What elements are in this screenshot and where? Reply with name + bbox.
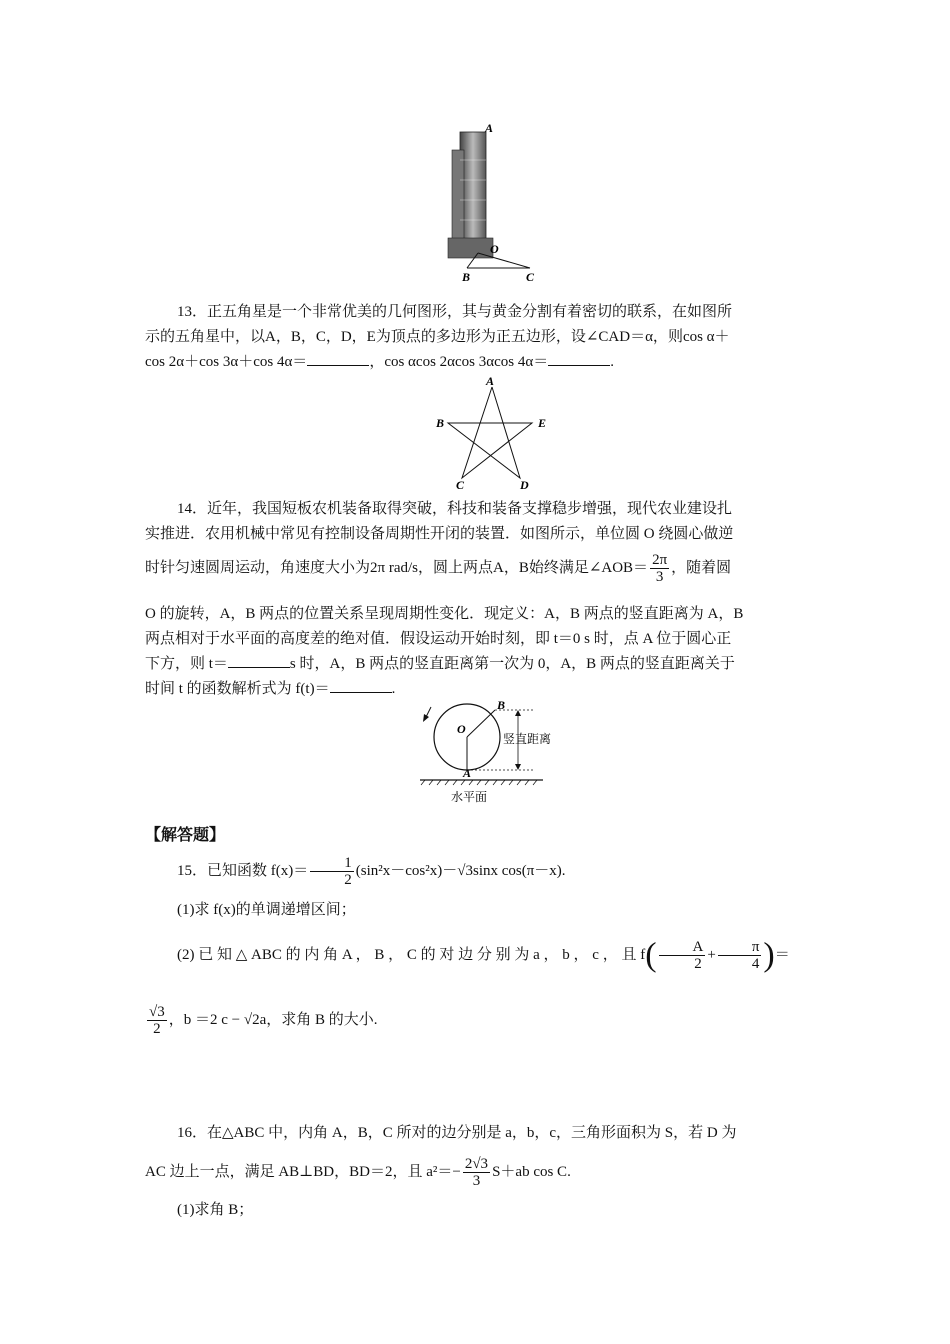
star-label-e: E — [538, 416, 547, 430]
rotation-arrow-icon — [423, 714, 429, 722]
question-14-line5: 两点相对于水平面的高度差的绝对值．假设运动开始时刻，即 t＝0 s 时，点 A 位于圆心正 — [145, 631, 732, 647]
q13-text-c: . — [610, 354, 614, 370]
tower-figure — [440, 120, 550, 285]
star-label-d: D — [520, 478, 529, 491]
line-oc — [478, 253, 530, 268]
q15-text: (2) 已 知 △ ABC 的 内 角 A ， B ， C 的 对 边 分 别 为 a ， b ， c ， 且 f — [177, 947, 646, 963]
fraction-denominator: 4 — [751, 956, 760, 973]
section-heading: 【解答题】 — [145, 825, 226, 844]
fraction-numerator: 2π — [652, 552, 668, 568]
fraction-denominator: 3 — [472, 1173, 481, 1190]
fraction-numerator: π — [718, 939, 762, 956]
label-c: C — [526, 270, 535, 284]
pentagram-lines — [448, 387, 532, 478]
fraction — [650, 552, 669, 585]
q13-text-b: ，cos αcos 2αcos 3αcos 4α＝ — [369, 354, 549, 370]
q15-text: √3sinx cos(π－x). — [457, 862, 566, 879]
q16-text: S＋ab cos C. — [492, 1164, 571, 1180]
ground-label: 水平面 — [451, 790, 488, 804]
fraction-denominator: 2 — [344, 872, 352, 888]
vertical-distance-label: 竖直距离 — [503, 732, 552, 746]
question-15-part2-cont — [145, 1000, 805, 1040]
fraction — [147, 1004, 167, 1037]
label-o: O — [490, 242, 499, 256]
answer-blank — [228, 653, 290, 668]
q15-text: (sin²x－cos²x)－ — [355, 862, 458, 879]
fraction — [659, 939, 706, 972]
question-13-line1: 13．正五角星是一个非常优美的几何图形，其与黄金分割有着密切的联系，在如图所 — [177, 304, 733, 320]
fraction — [310, 855, 354, 888]
pentagram-figure — [430, 373, 555, 491]
star-label-b: B — [436, 416, 445, 430]
question-14-line3 — [145, 552, 805, 585]
q13-text-a: cos 2α＋cos 3α＋cos 4α＝ — [145, 354, 308, 370]
question-16-part1: (1)求角 B； — [177, 1202, 254, 1218]
fraction — [463, 1156, 490, 1189]
q14-text: ，随着圆 — [671, 559, 732, 576]
fraction-denominator: 2 — [694, 956, 702, 973]
q14-text: 下方，则 t＝ — [145, 656, 228, 672]
question-14-line2: 实推进．农用机械中常见有控制设备周期性开闭的装置．如图所示，单位圆 O 绕圆心做逆 — [145, 526, 734, 542]
star-label-c: C — [456, 478, 465, 491]
q15-text: ，b ＝2 c − √2a，求角 B 的大小. — [168, 1012, 378, 1028]
answer-blank — [330, 678, 392, 693]
answer-blank — [307, 351, 369, 366]
fraction-denominator: 2 — [153, 1021, 161, 1038]
question-14-line1: 14．近年，我国短板农机装备取得突破，科技和装备支撑稳步增强，现代农业建设扎 — [177, 501, 733, 517]
q16-text: AC 边上一点，满足 AB⊥BD，BD＝2，且 a²＝− — [145, 1164, 461, 1180]
paren: ) — [763, 936, 775, 974]
q14-text: 时间 t 的函数解析式为 f(t)＝ — [145, 681, 330, 697]
question-13-line2: 示的五角星中，以A，B，C，D，E为顶点的多边形为正五边形，设∠CAD＝α，则cos α＋ — [145, 329, 730, 345]
circle-label-o: O — [457, 722, 466, 736]
q15-text: 15．已知函数 f(x)＝ — [177, 862, 309, 879]
rotating-circle-figure — [415, 697, 565, 807]
question-13-line3 — [145, 350, 805, 375]
question-16-line1: 16．在△ABC 中，内角 A，B，C 所对的边分别是 a，b，c，三角形面积为 S，若 D 为 — [177, 1125, 737, 1141]
circle-label-b: B — [497, 698, 506, 712]
q14-text: . — [391, 681, 396, 697]
fraction-numerator: 1 — [310, 855, 354, 872]
answer-blank — [548, 351, 610, 366]
fraction-numerator: 2√3 — [464, 1156, 489, 1173]
label-b: B — [462, 270, 471, 284]
question-16-line2 — [145, 1152, 805, 1192]
fraction — [718, 939, 762, 972]
star-label-a: A — [486, 374, 495, 388]
q14-text: 时针匀速圆周运动，角速度大小为2π rad/s，圆上两点A，B始终满足∠AOB＝ — [145, 559, 649, 576]
circle-label-a: A — [463, 766, 472, 780]
paren: ( — [645, 936, 657, 974]
q15-text: ＝ — [774, 947, 790, 963]
fraction-numerator: A — [659, 939, 706, 956]
fraction-denominator: 3 — [655, 569, 664, 585]
label-a: A — [485, 121, 494, 135]
fraction-numerator: √3 — [149, 1004, 165, 1021]
radius-ob — [467, 710, 495, 737]
question-15-part2: (2) 已 知 △ ABC 的 内 角 A ， B ， C 的 对 边 分 别 为 a ， b ， c ， 且 f( $\frac{A}{2}$ + $\frac{\pi}{4}$ )＝ — [177, 936, 790, 974]
question-14-line4: O 的旋转，A，B 两点的位置关系呈现周期性变化．现定义：A，B 两点的竖直距离为 A，B — [145, 606, 744, 622]
question-14-line6 — [145, 652, 805, 677]
question-15-line1 — [145, 855, 805, 888]
question-15-part1: (1)求 f(x)的单调递增区间； — [177, 902, 356, 918]
q14-text: s 时，A，B 两点的竖直距离第一次为 0，A，B 两点的竖直距离关于 — [289, 656, 735, 672]
